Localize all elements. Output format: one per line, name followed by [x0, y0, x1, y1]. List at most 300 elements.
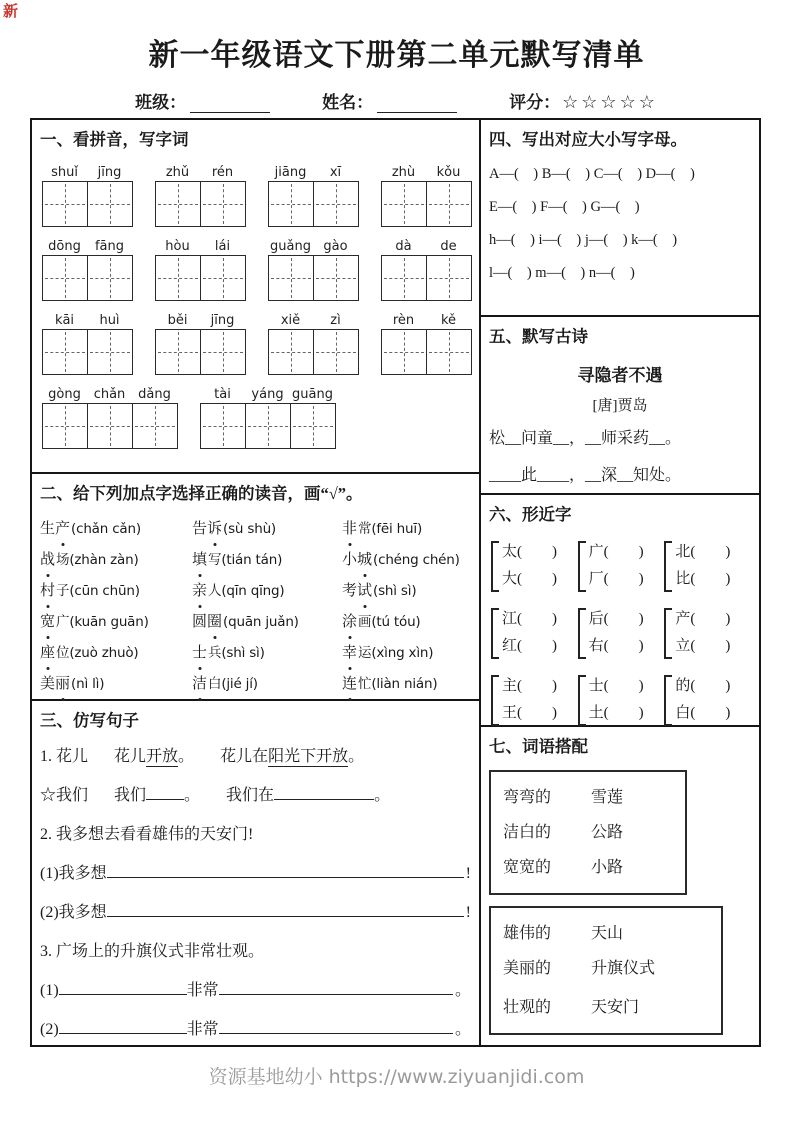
- dotted-word: [40, 545, 192, 575]
- pinyin-syllable: gào: [323, 239, 348, 254]
- pinyin-writing-box: [155, 164, 246, 227]
- pinyin-options: (nì lì): [71, 676, 105, 692]
- pinyin-syllable: rèn: [392, 313, 415, 328]
- char-top: 广( ): [588, 544, 644, 560]
- sentence-text: 。: [348, 748, 365, 765]
- writing-grid: [155, 255, 246, 301]
- dotted-char: 非: [342, 514, 357, 544]
- section-pinyin-writing: [32, 120, 479, 474]
- underlined-word: 阳光下开放: [268, 748, 349, 765]
- section-similar-characters: [481, 495, 759, 727]
- pinyin-options: (quān juǎn): [223, 614, 299, 630]
- noun-word: 天山: [591, 925, 624, 942]
- sentence-text: 。: [184, 787, 201, 804]
- char-top: 产( ): [675, 611, 731, 627]
- dotted-char: 圈: [207, 607, 222, 637]
- pinyin-labels: [200, 386, 336, 403]
- pinyin-labels: [155, 164, 246, 181]
- pinyin-labels: [42, 164, 133, 181]
- writing-grid: [155, 329, 246, 375]
- sentence-text: 。: [454, 1021, 471, 1038]
- name-blank: [377, 97, 457, 113]
- char-column: [589, 606, 644, 660]
- pinyin-writing-box: [155, 238, 246, 301]
- dotted-char: 涂: [342, 607, 357, 637]
- writing-cell: [156, 182, 200, 226]
- dotted-word: [40, 669, 192, 699]
- pinyin-syllable: guāng: [292, 387, 333, 402]
- match-box-2: [489, 906, 723, 1035]
- pinyin-syllable: jīng: [210, 313, 235, 328]
- writing-cell: [426, 256, 471, 300]
- pinyin-row: [40, 164, 471, 227]
- answer-blank: [107, 862, 464, 878]
- match-row: [503, 850, 673, 885]
- dotted-word: [342, 576, 471, 606]
- worksheet-table: [30, 118, 761, 1047]
- pinyin-syllable: jiāng: [274, 165, 307, 180]
- writing-cell: [87, 256, 132, 300]
- dotted-char: 战: [40, 545, 55, 575]
- class-label: 班级：: [135, 93, 187, 112]
- pinyin-options: 写(tián tán): [208, 552, 283, 568]
- corner-mark: 新: [3, 4, 19, 20]
- match-row: [503, 780, 673, 815]
- section-poem-dictation: [481, 317, 759, 495]
- writing-cell: [269, 330, 313, 374]
- pinyin-syllable: de: [440, 239, 457, 254]
- pinyin-row: [40, 386, 471, 449]
- brace-pair: [491, 539, 578, 593]
- noun-word: 小路: [591, 859, 624, 876]
- dotted-word: [192, 607, 342, 637]
- dotted-word: [192, 638, 342, 668]
- sentence-text: (1): [40, 982, 59, 999]
- noun-word: 升旗仪式: [591, 960, 656, 977]
- brace-pair: [491, 606, 578, 660]
- pinyin-writing-box: [155, 312, 246, 375]
- writing-cell: [200, 330, 245, 374]
- bracket-icon: [664, 675, 672, 726]
- sentence-prompt: 3. 广场上的升旗仪式非常壮观。: [40, 943, 265, 960]
- dotted-char: 试: [357, 576, 372, 606]
- pinyin-writing-box: [42, 386, 178, 449]
- writing-cell: [290, 404, 335, 448]
- dotted-char: 填: [192, 545, 207, 575]
- dotted-word: [40, 576, 192, 606]
- pinyin-labels: [42, 238, 133, 255]
- pinyin-syllable: zì: [330, 313, 341, 328]
- section-3-title: 三、仿写句子: [40, 711, 139, 730]
- section-word-matching: [481, 727, 759, 1045]
- dotted-char: 城: [357, 545, 372, 575]
- pinyin-labels: [155, 312, 246, 329]
- sentence-text: (2)我多想: [40, 904, 107, 921]
- match-row: [503, 815, 673, 850]
- writing-cell: [313, 182, 358, 226]
- writing-cell: [245, 404, 290, 448]
- poem-title: 寻隐者不遇: [577, 366, 663, 385]
- sentence-text: 非常: [186, 1021, 219, 1038]
- pinyin-writing-box: [42, 238, 133, 301]
- char-column: [675, 539, 730, 593]
- writing-cell: [87, 330, 132, 374]
- noun-word: 公路: [591, 824, 624, 841]
- pinyin-writing-box: [42, 164, 133, 227]
- pinyin-labels: [42, 386, 178, 403]
- brace-pair: [578, 539, 665, 593]
- sentence-prompt: 2. 我多想去看看雄伟的天安门!: [40, 826, 254, 843]
- pinyin-options: (chǎn cǎn): [71, 521, 141, 537]
- right-column: [481, 120, 759, 1045]
- pinyin-options: 运(xìng xìn): [358, 645, 434, 661]
- left-column: [32, 120, 481, 1045]
- sentence-text: 我们: [114, 787, 147, 804]
- pinyin-options: 子(cūn chūn): [56, 583, 140, 599]
- writing-cell: [269, 182, 313, 226]
- dotted-word: [342, 514, 471, 544]
- modifier-word: 宽宽的: [503, 859, 552, 876]
- char-bottom: 厂( ): [588, 571, 644, 587]
- writing-grid: [268, 255, 359, 301]
- pinyin-syllable: fāng: [94, 239, 125, 254]
- writing-cell: [43, 182, 87, 226]
- writing-grid: [381, 255, 472, 301]
- sentence-text: 我们在: [226, 787, 275, 804]
- match-row: [503, 916, 709, 951]
- dotted-char: 宽: [40, 607, 55, 637]
- match-row: [503, 990, 709, 1025]
- pinyin-syllable: guǎng: [270, 239, 311, 254]
- writing-grid: [155, 181, 246, 227]
- answer-blank: [59, 979, 187, 995]
- sentence-text: (2): [40, 1021, 59, 1038]
- answer-blank: [59, 1018, 187, 1034]
- section-1-title: 一、看拼音，写字词: [40, 130, 189, 149]
- pinyin-syllable: hòu: [165, 239, 190, 254]
- pinyin-syllable: gòng: [48, 387, 81, 402]
- writing-grid: [381, 181, 472, 227]
- match-box-1: [489, 770, 687, 895]
- pinyin-writing-box: [268, 238, 359, 301]
- writing-cell: [43, 256, 87, 300]
- writing-cell: [313, 256, 358, 300]
- pinyin-syllable: jīng: [97, 165, 122, 180]
- char-top: 主( ): [502, 678, 557, 694]
- pinyin-options: 常(fēi huī): [358, 521, 423, 537]
- answer-line: [40, 1015, 471, 1045]
- pinyin-syllable: kě: [440, 313, 457, 328]
- similar-char-grid: [489, 539, 751, 727]
- char-top: 的( ): [675, 678, 731, 694]
- pinyin-labels: [381, 312, 472, 329]
- sentence-text: 非常: [186, 982, 219, 999]
- char-top: 士( ): [588, 678, 644, 694]
- class-blank: [190, 97, 270, 113]
- class-field: [135, 88, 270, 113]
- pinyin-syllable: běi: [167, 313, 188, 328]
- dotted-char: 洁: [192, 669, 207, 699]
- writing-grid: [381, 329, 472, 375]
- writing-cell: [200, 182, 245, 226]
- star-rating-icons: ☆☆☆☆☆: [562, 92, 658, 112]
- dotted-char: 幸: [342, 638, 357, 668]
- pinyin-labels: [381, 238, 472, 255]
- answer-blank: [146, 784, 184, 800]
- pinyin-writing-box: [381, 312, 472, 375]
- sentence-text: ☆我们: [40, 787, 89, 804]
- writing-cell: [156, 330, 200, 374]
- section-6-title: 六、形近字: [489, 505, 572, 524]
- poem-lines: [489, 421, 751, 493]
- bracket-icon: [578, 675, 586, 726]
- writing-grid: [42, 255, 133, 301]
- dotted-word: [342, 607, 471, 637]
- letter-lines: [489, 158, 751, 290]
- char-top: 北( ): [675, 544, 731, 560]
- pinyin-syllable: dǎng: [138, 387, 171, 402]
- writing-grid: [42, 403, 178, 449]
- dotted-char: 亲: [192, 576, 207, 606]
- modifier-word: 美丽的: [503, 960, 552, 977]
- section-4-title: 四、写出对应大小写字母。: [489, 130, 687, 149]
- writing-cell: [382, 256, 426, 300]
- section-2-title: 二、给下列加点字选择正确的读音，画“√”。: [40, 484, 363, 503]
- bracket-icon: [578, 608, 586, 659]
- char-column: [675, 673, 730, 727]
- char-bottom: 大( ): [502, 571, 557, 587]
- dotted-char: 诉: [207, 514, 222, 544]
- noun-word: 天安门: [591, 999, 640, 1016]
- pinyin-rows: [40, 164, 471, 449]
- pinyin-syllable: chǎn: [93, 387, 126, 402]
- writing-cell: [201, 404, 245, 448]
- section-letter-case: [481, 120, 759, 317]
- pinyin-labels: [155, 238, 246, 255]
- sentence-text: 花儿在: [220, 748, 269, 765]
- pinyin-options: 白(jié jí): [208, 676, 258, 692]
- writing-cell: [313, 330, 358, 374]
- dotted-word: [342, 638, 471, 668]
- writing-cell: [426, 182, 471, 226]
- dotted-word-grid: [40, 514, 471, 699]
- pinyin-syllable: zhǔ: [165, 165, 190, 180]
- meta-row: [0, 88, 793, 113]
- pinyin-options: 人(qīn qīng): [208, 583, 285, 599]
- dotted-char: 村: [40, 576, 55, 606]
- pinyin-writing-box: [381, 164, 472, 227]
- answer-line: [40, 976, 471, 1006]
- char-top: 后( ): [588, 611, 644, 627]
- writing-cell: [43, 330, 87, 374]
- sentence-text: 。: [454, 982, 471, 999]
- letter-matching-line: h—( ) i—( ) j—( ) k—( ): [489, 232, 678, 248]
- dotted-char: 连: [342, 669, 357, 699]
- pinyin-writing-box: [268, 164, 359, 227]
- poem-line: 松__问童__，__师采药__。: [489, 430, 682, 447]
- dotted-word: [192, 669, 342, 699]
- writing-grid: [268, 181, 359, 227]
- pinyin-row: [40, 238, 471, 301]
- dotted-word: [342, 669, 471, 699]
- underlined-word: 开放: [146, 748, 179, 765]
- name-field: [322, 88, 457, 113]
- sentence-practice-line: [40, 781, 471, 811]
- pinyin-syllable: xiě: [280, 313, 301, 328]
- char-column: [502, 673, 557, 727]
- pinyin-syllable: shuǐ: [51, 165, 78, 180]
- sentence-text: !: [465, 904, 471, 921]
- bracket-icon: [578, 541, 586, 592]
- char-column: [589, 539, 644, 593]
- char-column: [502, 539, 557, 593]
- char-bottom: 白( ): [675, 705, 731, 721]
- char-bottom: 右( ): [588, 638, 644, 654]
- answer-blank: [219, 1018, 453, 1034]
- dotted-word: [40, 638, 192, 668]
- answer-blank: [219, 979, 453, 995]
- bracket-icon: [664, 608, 672, 659]
- writing-cell: [426, 330, 471, 374]
- sentence-example-line: [40, 742, 471, 772]
- writing-grid: [42, 329, 133, 375]
- section-pronunciation-choice: [32, 474, 479, 701]
- answer-blank: [274, 784, 374, 800]
- writing-cell: [43, 404, 87, 448]
- dotted-word: [192, 545, 342, 575]
- dotted-char: 士: [192, 638, 207, 668]
- dotted-char: 丽: [55, 669, 70, 699]
- pinyin-writing-box: [42, 312, 133, 375]
- poem-line: ____此____，__深__知处。: [489, 467, 682, 484]
- letter-matching-line: A—( ) B—( ) C—( ) D—( ): [489, 166, 695, 182]
- score-field: [509, 88, 658, 113]
- word-prefix: 考: [342, 583, 358, 599]
- word-prefix: 告: [192, 521, 208, 537]
- char-column: [589, 673, 644, 727]
- brace-pair: [578, 606, 665, 660]
- brace-pair: [664, 673, 751, 727]
- dotted-word: [192, 514, 342, 544]
- char-bottom: 比( ): [675, 571, 731, 587]
- answer-line: [40, 859, 471, 889]
- dotted-char: 产: [55, 514, 70, 544]
- sentence-text: (1)我多想: [40, 865, 107, 882]
- writing-cell: [156, 256, 200, 300]
- pinyin-writing-box: [381, 238, 472, 301]
- sentence-text: 。: [374, 787, 391, 804]
- char-column: [675, 606, 730, 660]
- pinyin-options: (chéng chén): [373, 552, 460, 568]
- writing-cell: [87, 182, 132, 226]
- char-bottom: 土( ): [588, 705, 644, 721]
- brace-pair: [578, 673, 665, 727]
- pinyin-options: 场(zhàn zàn): [56, 552, 139, 568]
- pinyin-syllable: dōng: [48, 239, 81, 254]
- pinyin-options: 兵(shì sì): [208, 645, 265, 661]
- sentence-text: 1. 花儿: [40, 748, 89, 765]
- word-prefix: 生: [40, 521, 56, 537]
- writing-grid: [268, 329, 359, 375]
- page-title: 新一年级语文下册第二单元默写清单: [148, 39, 645, 72]
- modifier-word: 洁白的: [503, 824, 552, 841]
- sentence-text: 。: [178, 748, 195, 765]
- bracket-icon: [491, 608, 499, 659]
- section-7-title: 七、词语搭配: [489, 737, 588, 756]
- pinyin-row: [40, 312, 471, 375]
- sentence-text: 花儿: [114, 748, 147, 765]
- pinyin-syllable: huì: [99, 313, 120, 328]
- pinyin-syllable: yáng: [251, 387, 284, 402]
- brace-pair: [664, 539, 751, 593]
- writing-cell: [269, 256, 313, 300]
- writing-cell: [132, 404, 177, 448]
- poem-author: [唐]贾岛: [592, 398, 648, 414]
- pinyin-labels: [268, 164, 359, 181]
- char-top: 江( ): [502, 611, 557, 627]
- writing-cell: [200, 256, 245, 300]
- letter-matching-line: l—( ) m—( ) n—( ): [489, 265, 635, 281]
- bracket-icon: [491, 675, 499, 726]
- pinyin-labels: [268, 238, 359, 255]
- pinyin-syllable: xī: [329, 165, 342, 180]
- brace-pair: [491, 673, 578, 727]
- char-top: 太( ): [502, 544, 557, 560]
- bracket-icon: [491, 541, 499, 592]
- score-label: 评分：: [509, 93, 561, 112]
- dotted-word: [342, 545, 471, 575]
- dotted-word: [40, 514, 192, 544]
- char-bottom: 立( ): [675, 638, 731, 654]
- writing-cell: [87, 404, 132, 448]
- match-row: [503, 951, 709, 986]
- word-prefix: 小: [342, 552, 358, 568]
- name-label: 姓名：: [322, 93, 374, 112]
- pinyin-writing-box: [268, 312, 359, 375]
- word-prefix: 圆: [192, 614, 208, 630]
- writing-grid: [200, 403, 336, 449]
- noun-word: 雪莲: [591, 789, 624, 806]
- modifier-word: 壮观的: [503, 999, 552, 1016]
- pinyin-syllable: lái: [214, 239, 231, 254]
- section-5-title: 五、默写古诗: [489, 327, 588, 346]
- pinyin-labels: [268, 312, 359, 329]
- pinyin-syllable: rén: [211, 165, 234, 180]
- answer-blank: [107, 901, 464, 917]
- writing-grid: [42, 181, 133, 227]
- section-sentence-imitation: [32, 701, 479, 1045]
- char-bottom: 红( ): [502, 638, 557, 654]
- pinyin-labels: [42, 312, 133, 329]
- pinyin-options: 位(zuò zhuò): [56, 645, 139, 661]
- char-column: [502, 606, 557, 660]
- pinyin-syllable: dà: [395, 239, 412, 254]
- word-prefix: 美: [40, 676, 56, 692]
- pinyin-options: (sù shù): [223, 521, 276, 537]
- answer-line: [40, 898, 471, 928]
- char-bottom: 王( ): [502, 705, 557, 721]
- pinyin-options: 广(kuān guān): [56, 614, 149, 630]
- modifier-word: 弯弯的: [503, 789, 552, 806]
- bracket-icon: [664, 541, 672, 592]
- dotted-word: [192, 576, 342, 606]
- writing-cell: [382, 182, 426, 226]
- modifier-word: 雄伟的: [503, 925, 552, 942]
- pinyin-options: 忙(liàn nián): [358, 676, 438, 692]
- pinyin-labels: [381, 164, 472, 181]
- pinyin-writing-box: [200, 386, 336, 449]
- brace-pair: [664, 606, 751, 660]
